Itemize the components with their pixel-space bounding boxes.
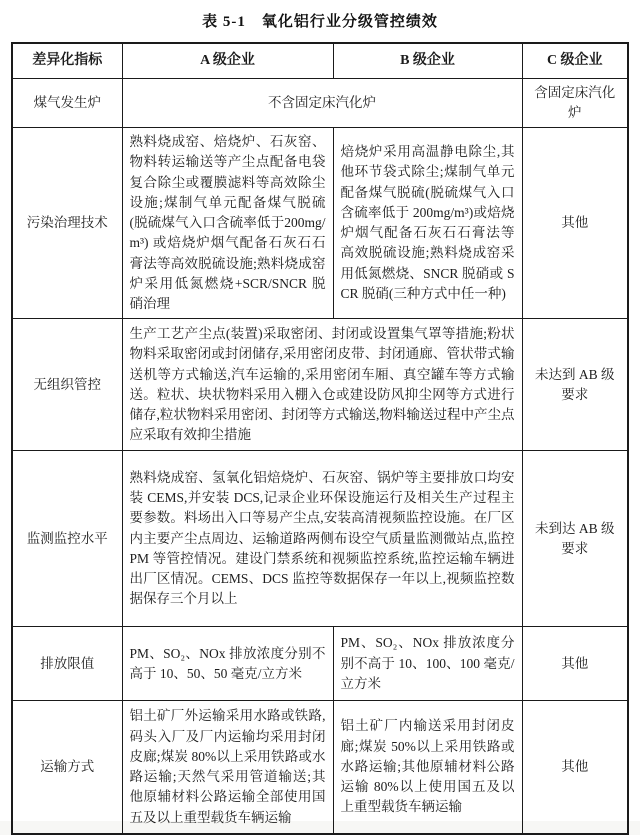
indicator-gas-generator: 煤气发生炉: [12, 78, 122, 128]
cell-a-emission-limits: PM、SO₂、NOx 排放浓度分别不高于 10、50、50 毫克/立方米: [122, 627, 333, 701]
header-grade-a: A 级企业: [122, 43, 333, 78]
cell-c-emission-limits: 其他: [522, 627, 628, 701]
header-grade-b: B 级企业: [333, 43, 522, 78]
grading-table: [11, 42, 629, 835]
cell-b-transport-mode: 铝土矿厂内输送采用封闭皮廊;煤炭 50%以上采用铁路或水路运输;其他原辅材料公路运输 80%以上使用国五及以上重型载货车辆运输: [333, 701, 522, 834]
indicator-monitoring-level: 监测监控水平: [12, 451, 122, 627]
row-transport-mode: [12, 701, 628, 834]
indicator-fugitive-control: 无组织管控: [12, 319, 122, 451]
header-row: [12, 43, 628, 78]
cell-a-transport-mode: 铝土矿厂外运输采用水路或铁路,码头入厂及厂内运输均采用封闭皮廊;煤炭 80%以上采用铁路或水路运输;天然气采用管道输送;其他原辅材料公路运输全部使用国五及以上重型载货车辆运输: [122, 701, 333, 834]
indicator-transport-mode: 运输方式: [12, 701, 122, 834]
cell-c-gas-generator: 含固定床汽化炉: [522, 78, 628, 128]
cell-c-transport-mode: 其他: [522, 701, 628, 834]
cell-b-emission-limits: PM、SO₂、NOx 排放浓度分别不高于 10、100、100 毫克/立方米: [333, 627, 522, 701]
row-gas-generator: [12, 78, 628, 128]
header-indicator: 差异化指标: [12, 43, 122, 78]
indicator-pollution-tech: 污染治理技术: [12, 128, 122, 319]
cell-c-monitoring-level: 未到达 AB 级要求: [522, 451, 628, 627]
row-pollution-tech: [12, 128, 628, 319]
cell-ab-fugitive-control: 生产工艺产尘点(装置)采取密闭、封闭或设置集气罩等措施;粉状物料采取密闭或封闭储存,采用密闭皮带、封闭通廊、管状带式输送机等方式输送,汽车运输的,采用密闭车厢、真空罐车等方式输送。粒状、块状物料采用入棚入仓或建设防风抑尘网等方式进行储存,粒状物料采用密闭、封闭等方式输送,物料输送过程中产尘点应采取有效抑尘措施: [122, 319, 522, 451]
row-emission-limits: [12, 627, 628, 701]
indicator-emission-limits: 排放限值: [12, 627, 122, 701]
cell-ab-monitoring-level: 熟料烧成窑、氢氧化铝焙烧炉、石灰窑、锅炉等主要排放口均安装 CEMS,并安装 DCS,记录企业环保设施运行及相关生产过程主要参数。料场出入口等易产尘点,安装高清视频监控设施。在厂区内主要产尘点周边、运输道路两侧布设空气质量监测微站点,监控 PM 等管控情况。建设门禁系统和视频监控系统,监控运输车辆进出厂区情况。CEMS、DCS 监控等数据保存一年以上,视频监控数据保存三个月以上: [122, 451, 522, 627]
cell-a-pollution-tech: 熟料烧成窑、焙烧炉、石灰窑、物料转运输送等产尘点配备电袋复合除尘或覆膜滤料等高效除尘设施;煤制气单元配备煤气脱硫(脱硫煤气入口含硫率低于200mg/m³) 或焙烧炉烟气配备石灰石石膏法等高效脱硫设施;熟料烧成窑炉采用低氮燃烧+SCR/SNCR 脱硝治理: [122, 128, 333, 319]
table-title: 表 5-1 氧化铝行业分级管控绩效: [202, 14, 438, 30]
row-fugitive-control: [12, 319, 628, 451]
cell-c-fugitive-control: 未达到 AB 级要求: [522, 319, 628, 451]
header-grade-c: C 级企业: [522, 43, 628, 78]
row-monitoring-level: [12, 451, 628, 627]
cell-b-pollution-tech: 焙烧炉采用高温静电除尘,其他环节袋式除尘;煤制气单元配备煤气脱硫(脱硫煤气入口含硫率低于 200mg/m³)或焙烧炉烟气配备石灰石石膏法等高效脱硫设施;熟料烧成窑采用低氮燃烧、SNCR 脱硝或 SCR 脱硝(三种方式中任一种): [333, 128, 522, 319]
cell-ab-gas-generator: 不含固定床汽化炉: [122, 78, 522, 128]
cell-c-pollution-tech: 其他: [522, 128, 628, 319]
